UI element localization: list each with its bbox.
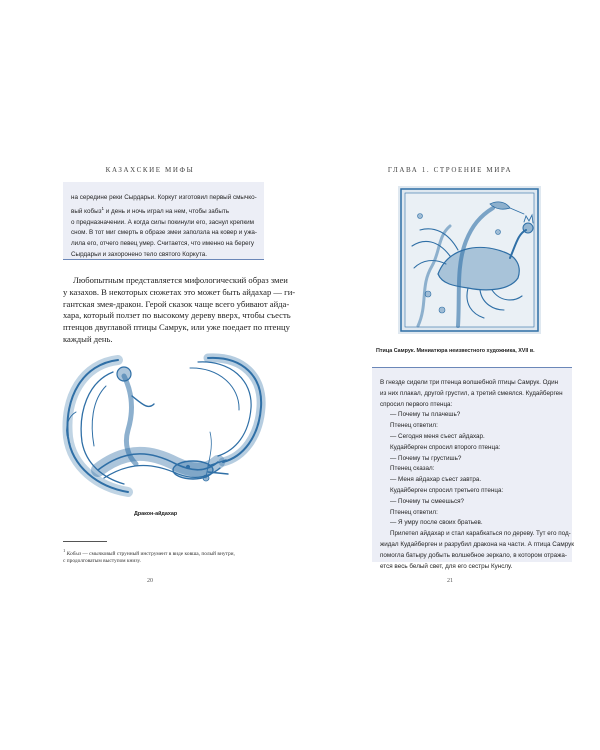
footnote-mark: 1 [63,548,66,553]
box-line: Кудайберген спросил второго птенца: [390,443,501,451]
box-line: ется весь белый свет, для его сестры Кунслу. [380,562,513,570]
footnote-line [63,547,268,558]
box-line: — Почему ты грустишь? [390,454,462,462]
box-line: — Я умру после своих братьев. [390,519,483,527]
box-line-text: и день и ночь играл на нем, чтобы забыть [104,207,230,215]
page-number-right: 21 [447,578,453,584]
right-page [300,0,600,750]
box-line: Птенец ответил: [390,422,438,430]
body-line: гантская змея-дракон. Герой сказок чаще всего убивают айда- [63,298,290,309]
samruk-bird-illustration [398,186,541,334]
box-line: на середине реки Сырдарьи. Коркут изготовил первый смычко- [71,194,257,201]
footnote-text: — смычковый струнный инструмент в виде ковша, полый внутри, [81,550,235,557]
footnote-mark: 1 [101,205,105,211]
box-line: В гнезде сидели три птенца волшебной птицы Самрук. Один [380,379,559,386]
box-line: из них плакал, другой грустил, а третий смеялся. Кудайберген [380,389,563,397]
body-line: каждый день. [63,333,113,344]
body-line: хара, который ползет по высокому дереву вверх, чтобы съесть [63,310,291,321]
box-line: лила его, отчего певец умер. Считается, что именно на берегу [71,240,255,248]
box-line: Птенец сказал: [390,465,435,473]
box-line: — Почему ты смеешься? [390,497,465,505]
dragon-illustration [58,352,273,502]
box-line: жидал Кудайберген и разрубил дракона на части. А птица Самрук [380,540,575,548]
illustration-caption: Дракон-айдахар [134,511,178,517]
body-paragraph [63,275,296,346]
footnote [63,547,268,566]
body-line: Любопытным представляется мифологический образ змеи [73,275,288,285]
illustration-caption: Птица Самрук. Миниатюра неизвестного художника, XVII в. [376,348,535,354]
box-line: о предназначении. А когда силы покинули его, заснул крепким [71,218,254,226]
box-line: — Сегодня меня съест айдахар. [390,432,485,440]
box-line: помогла батыру добыть волшебное зеркало, в котором отража- [380,551,567,559]
box-line: сном. В тот миг смерть в образе змеи заползла на ковер и ужа- [71,229,258,237]
legend-box-left [63,182,264,260]
running-head-right: ГЛАВА 1. СТРОЕНИЕ МИРА [387,166,513,174]
box-line: — Меня айдахар съест завтра. [390,476,482,484]
box-line [71,204,256,218]
box-line: Кудайберген спросил третьего птенца: [390,486,504,494]
body-line: у казахов. В некоторых сюжетах это может быть айдахар — ги- [63,286,296,297]
box-line: Сырдарьи и захоронено тело святого Коркута. [71,251,207,259]
body-line: птенцов двуглавой птицы Самрук, или уже поедает по птенцу [63,322,290,333]
box-line: Прилетел айдахар и стал карабкаться по дереву. Тут его под- [390,530,571,538]
box-line: спросил первого птенца: [380,400,453,408]
footnote-term: Кобыз [66,550,82,557]
box-line: — Почему ты плачешь? [390,411,461,419]
legend-box-right [372,367,575,570]
footnote-rule [63,541,107,542]
page-number-left: 20 [147,578,153,584]
box-line-text: вый кобыз [71,207,102,215]
box-line: Птенец ответил: [390,508,438,516]
running-head-left: КАЗАХСКИЕ МИФЫ [105,166,195,174]
footnote-line: с продолговатым выступом книзу. [63,558,141,565]
